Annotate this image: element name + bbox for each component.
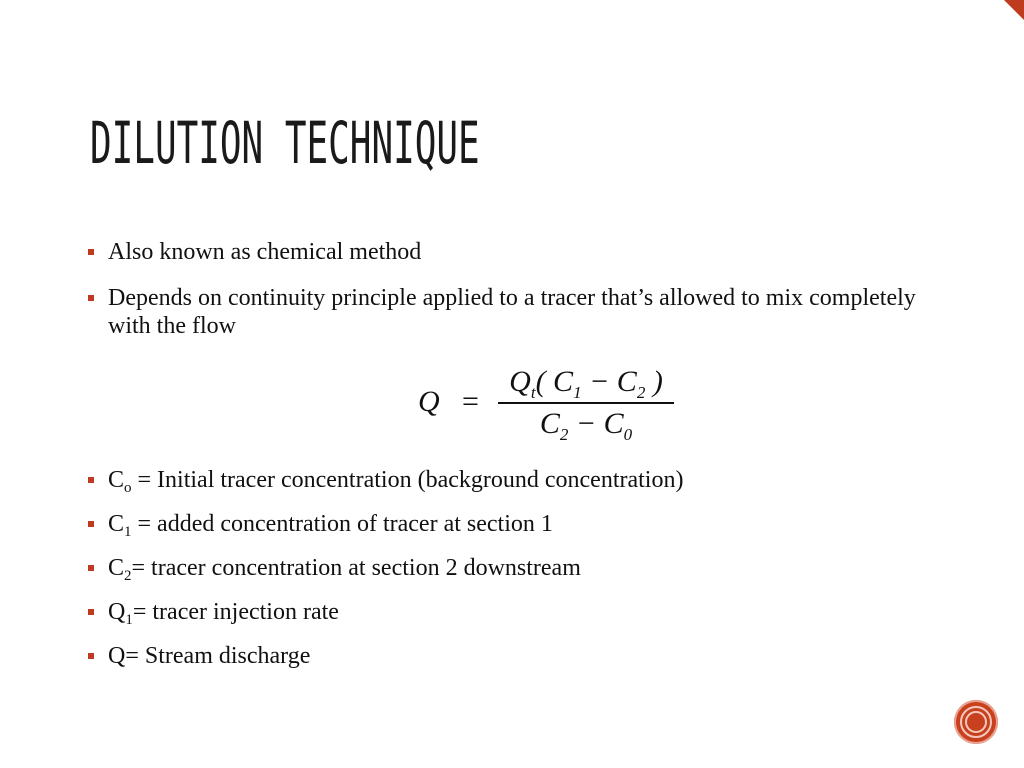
discharge-formula xyxy=(418,364,928,444)
formula-lhs: Q xyxy=(418,385,440,418)
definition-item: $C_1$ = added concentration of tracer at section 1 xyxy=(88,510,928,538)
definition-item: $C_2=$ tracer concentration at section 2 downstream xyxy=(88,554,928,582)
formula-fraction xyxy=(498,364,674,442)
bullet-item xyxy=(88,284,928,340)
bullet-text: Also known as chemical method xyxy=(108,239,422,265)
slide-title: DILUTION TECHNIQUE xyxy=(90,109,480,177)
bullet-item xyxy=(88,238,928,266)
fraction-bar xyxy=(498,402,674,404)
bullet-list xyxy=(88,238,928,686)
definition-item: Q= Stream discharge xyxy=(88,642,928,670)
formula-denominator: $C_2 - C_0$ xyxy=(539,407,633,444)
logo-badge-icon xyxy=(954,700,998,744)
definition-item: $C_o$ = Initial tracer concentration (background concentration) xyxy=(88,466,928,494)
formula-equals: = xyxy=(462,385,479,418)
corner-accent xyxy=(1004,0,1024,20)
bullet-text: Depends on continuity principle applied to a tracer that’s allowed to mix completely with the flow xyxy=(108,285,916,339)
definition-item: $Q_1=$ tracer injection rate xyxy=(88,598,928,626)
formula-numerator: $Q_t$( $C_1 - C_2$ ) xyxy=(509,365,663,402)
